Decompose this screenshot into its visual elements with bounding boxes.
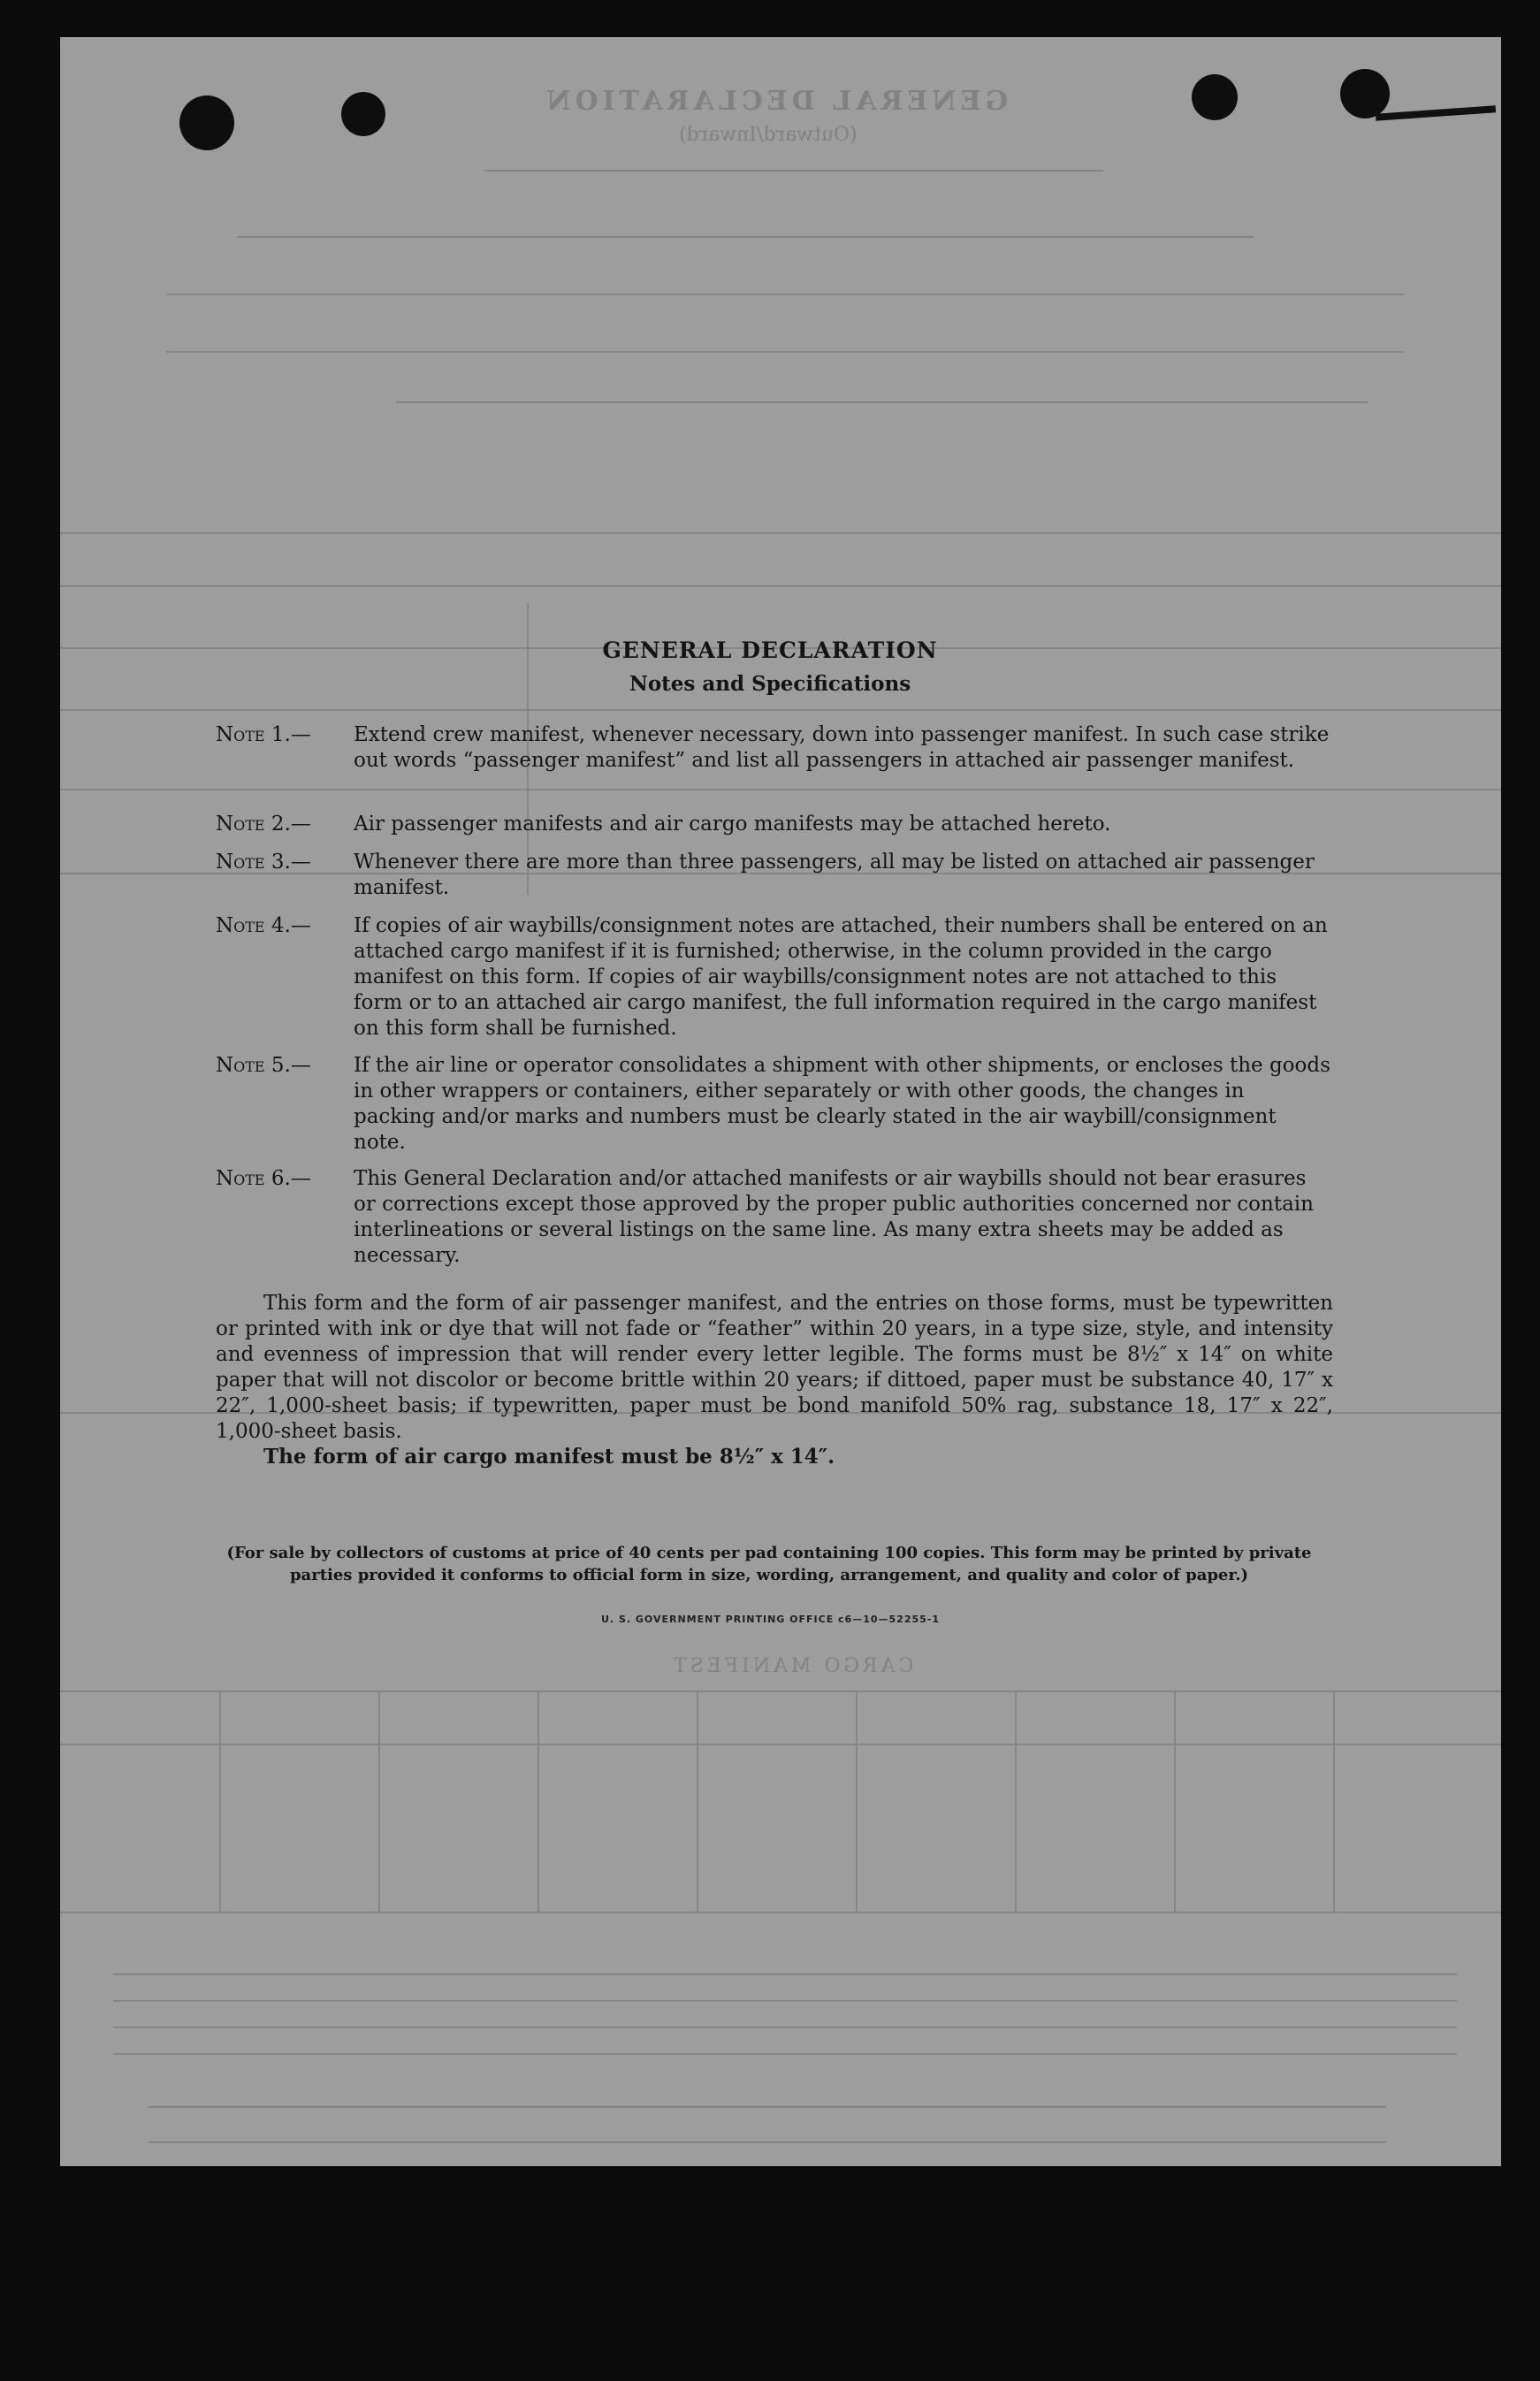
note-label: Note 5.— (216, 1054, 311, 1077)
note-2 (216, 812, 1331, 837)
note-label: Note 4.— (216, 914, 311, 937)
note-1 (216, 722, 1331, 774)
note-4 (216, 913, 1331, 1042)
printer-imprint: U. S. GOVERNMENT PRINTING OFFICE c6—10—52255-1 (601, 1614, 941, 1625)
specifications-paragraph: This form and the form of air passenger manifest, and the entries on those forms, must be typewritten or printed with ink or dye that will not fade or “feather” within 20 years, in a type size, style, and intensity and evenness of impression that will render every letter legible. The forms must be 8½″ x 14″ on white paper that will not discolor or become brittle within 20 years; if dittoed, paper must be substance 40, 17″ x 22″, 1,000-sheet basis; if typewritten, paper must be bond manifold 50% rag, substance 18, 17″ x 22″, 1,000-sheet basis. (216, 1292, 1333, 1443)
note-6 (216, 1166, 1331, 1269)
show-through-cargo-heading: CARGO MANIFEST (670, 1655, 914, 1677)
sale-notice: (For sale by collectors of customs at price of 40 cents per pad containing 100 copies. This form may be printed by private parties provided it conforms to official form in size, wording, arrangement, and quality and color of paper.) (226, 1544, 1312, 1584)
note-text: If the air line or operator consolidates a shipment with other shipments, or encloses the goods in other wrappers or containers, either separately or with other goods, the changes in packing and/or marks and numbers must be clearly stated in the air waybill/consignment note. (354, 1054, 1330, 1154)
note-5 (216, 1053, 1331, 1156)
note-label: Note 3.— (216, 851, 311, 874)
note-text: This General Declaration and/or attached manifests or air waybills should not bear erasures or corrections except those approved by the proper public authorities concerned nor contain interlineations or several listings on the same line. As many extra sheets may be added as necessary. (354, 1167, 1314, 1267)
note-label: Note 1.— (216, 723, 311, 746)
show-through-title: GENERAL DECLARATION (542, 86, 1009, 117)
document-subtitle: Notes and Specifications (629, 672, 911, 696)
note-label: Note 6.— (216, 1167, 311, 1190)
show-through-subtitle: (Outward/Inward) (679, 124, 858, 146)
note-text: Air passenger manifests and air cargo manifests may be attached hereto. (354, 813, 1111, 836)
cargo-manifest-size-line: The form of air cargo manifest must be 8½″ x 14″. (263, 1445, 835, 1469)
document-title: GENERAL DECLARATION (602, 637, 938, 663)
note-3 (216, 850, 1331, 901)
note-label: Note 2.— (216, 813, 311, 836)
note-text: If copies of air waybills/consignment notes are attached, their numbers shall be entered on an attached cargo manifest if it is furnished; otherwise, in the column provided in the cargo manifest on this form. If copies of air waybills/consignment notes are not attached to this form or to an attached air cargo manifest, the full information required in the cargo manifest on this form shall be furnished. (354, 914, 1328, 1040)
note-text: Whenever there are more than three passengers, all may be listed on attached air passenger manifest. (354, 851, 1315, 899)
note-text: Extend crew manifest, whenever necessary, down into passenger manifest. In such case strike out words “passenger manifest” and list all passengers in attached air passenger manifest. (354, 723, 1330, 772)
